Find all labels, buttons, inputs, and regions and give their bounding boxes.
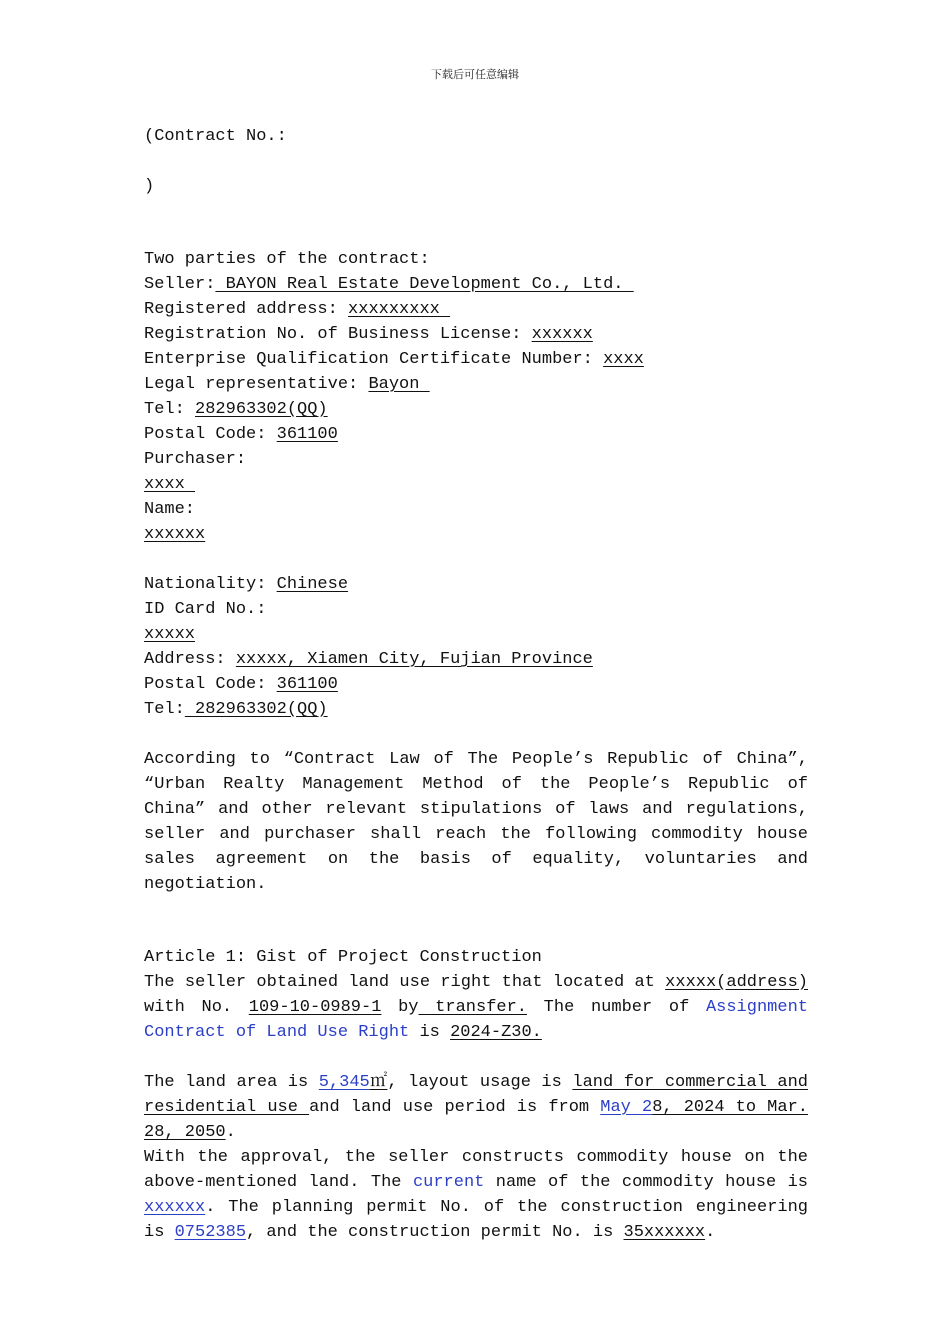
qualification-label: Enterprise Qualification Certificate Number: xyxy=(144,350,604,369)
address-line xyxy=(144,647,808,672)
id-card-value-line xyxy=(144,622,808,647)
id-card-value: xxxxx xyxy=(144,625,196,644)
p1-text-d: The number of xyxy=(527,998,706,1017)
period-start-b: 8, 2024 to Mar. 28, 2050 xyxy=(144,1098,808,1142)
name-value-line xyxy=(144,522,808,547)
id-card-label: ID Card No.: xyxy=(144,600,267,619)
reg-address-value: xxxxxxxxx xyxy=(348,300,451,319)
p3-text-e: . xyxy=(705,1223,716,1242)
article-1-paragraph-1 xyxy=(144,970,808,1045)
transfer-method: transfer. xyxy=(418,998,527,1017)
article-1-paragraph-3 xyxy=(144,1145,808,1245)
reg-no-value: xxxxxx xyxy=(531,325,593,344)
p2-text-a: The land area is xyxy=(144,1073,319,1092)
house-name: xxxxxx xyxy=(144,1198,206,1217)
planning-permit-no: 0752385 xyxy=(174,1223,247,1242)
reg-address-line xyxy=(144,297,808,322)
address-label: Address: xyxy=(144,650,236,669)
purchaser-value: xxxx xyxy=(144,475,196,494)
name-value: xxxxxx xyxy=(144,525,206,544)
seller-postal-line xyxy=(144,422,808,447)
page-header-note: 下载后可任意编辑 xyxy=(431,68,519,81)
purchaser-tel-line xyxy=(144,697,808,722)
reg-no-label: Registration No. of Business License: xyxy=(144,325,532,344)
seller-postal-label: Postal Code: xyxy=(144,425,277,444)
p3-text-d: , and the construction permit No. is xyxy=(246,1223,624,1242)
purchaser-tel-label: Tel: xyxy=(144,700,185,719)
nationality-value: Chinese xyxy=(276,575,349,594)
qualification-value: xxxx xyxy=(603,350,644,369)
assignment-contract-term: Assignment Contract of Land Use Right xyxy=(144,998,808,1042)
qualification-line xyxy=(144,347,808,372)
article-1-title: Article 1: Gist of Project Construction xyxy=(144,948,542,967)
seller-value: BAYON Real Estate Development Co., Ltd. xyxy=(215,275,634,294)
purchaser-postal-value: 361100 xyxy=(276,675,338,694)
p3-text-a: With the approval, the seller constructs commodity house on the above-mentioned land. The xyxy=(144,1148,808,1192)
preamble-paragraph: According to “Contract Law of The People’s Republic of China”, “Urban Realty Management Method of the People’s Republic of China” and other relevant stipulations of laws and regulations, seller and purchaser shall reach the following commodity house sales agreement on the basis of equality, voluntaries and negotiation. xyxy=(144,750,808,894)
nationality-line xyxy=(144,572,808,597)
contract-body xyxy=(144,124,808,1245)
current-term: current xyxy=(412,1173,485,1192)
name-label: Name: xyxy=(144,500,196,519)
purchaser-postal-line xyxy=(144,672,808,697)
p1-text-a: The seller obtained land use right that located at xyxy=(144,973,666,992)
p3-text-b: name of the commodity house is xyxy=(484,1173,808,1192)
p3-text-c: . The planning permit No. of the construction engineering is xyxy=(144,1198,808,1242)
purchaser-value-line xyxy=(144,472,808,497)
seller-tel-line xyxy=(144,397,808,422)
assignment-contract-no: 2024-Z30. xyxy=(450,1023,542,1042)
address-value: xxxxx, Xiamen City, Fujian Province xyxy=(235,650,593,669)
seller-postal-value: 361100 xyxy=(276,425,338,444)
land-address: xxxxx(address) xyxy=(665,973,808,992)
contract-no-open: (Contract No.: xyxy=(144,127,287,146)
period-start-a: May 2 xyxy=(600,1098,653,1117)
land-no: 109-10-0989-1 xyxy=(248,998,382,1017)
legal-rep-label: Legal representative: xyxy=(144,375,369,394)
seller-tel-value: 282963302(QQ) xyxy=(195,400,328,419)
p1-text-b: with No. xyxy=(144,998,249,1017)
nationality-label: Nationality: xyxy=(144,575,277,594)
parties-intro: Two parties of the contract: xyxy=(144,250,430,269)
seller-line xyxy=(144,272,808,297)
p2-text-d: . xyxy=(225,1123,236,1142)
p2-text-c: and land use period is from xyxy=(309,1098,601,1117)
purchaser-tel-value: 282963302(QQ) xyxy=(184,700,328,719)
seller-label: Seller: xyxy=(144,275,216,294)
land-area-value: 5,345 xyxy=(318,1073,370,1092)
p1-text-e: is xyxy=(409,1023,451,1042)
p1-text-c: by xyxy=(381,998,419,1017)
p2-text-b: , layout usage is xyxy=(387,1073,573,1092)
reg-address-label: Registered address: xyxy=(144,300,349,319)
construction-permit-no: 35xxxxxx xyxy=(623,1223,706,1242)
purchaser-label: Purchaser: xyxy=(144,450,247,469)
reg-no-line xyxy=(144,322,808,347)
seller-tel-label: Tel: xyxy=(144,400,196,419)
legal-rep-value: Bayon xyxy=(368,375,430,394)
layout-usage: land for commercial and residential use xyxy=(144,1073,808,1117)
contract-no-close: ) xyxy=(144,177,155,196)
legal-rep-line xyxy=(144,372,808,397)
article-1-paragraph-2 xyxy=(144,1070,808,1145)
land-area-unit: ㎡ xyxy=(369,1073,388,1092)
purchaser-postal-label: Postal Code: xyxy=(144,675,277,694)
